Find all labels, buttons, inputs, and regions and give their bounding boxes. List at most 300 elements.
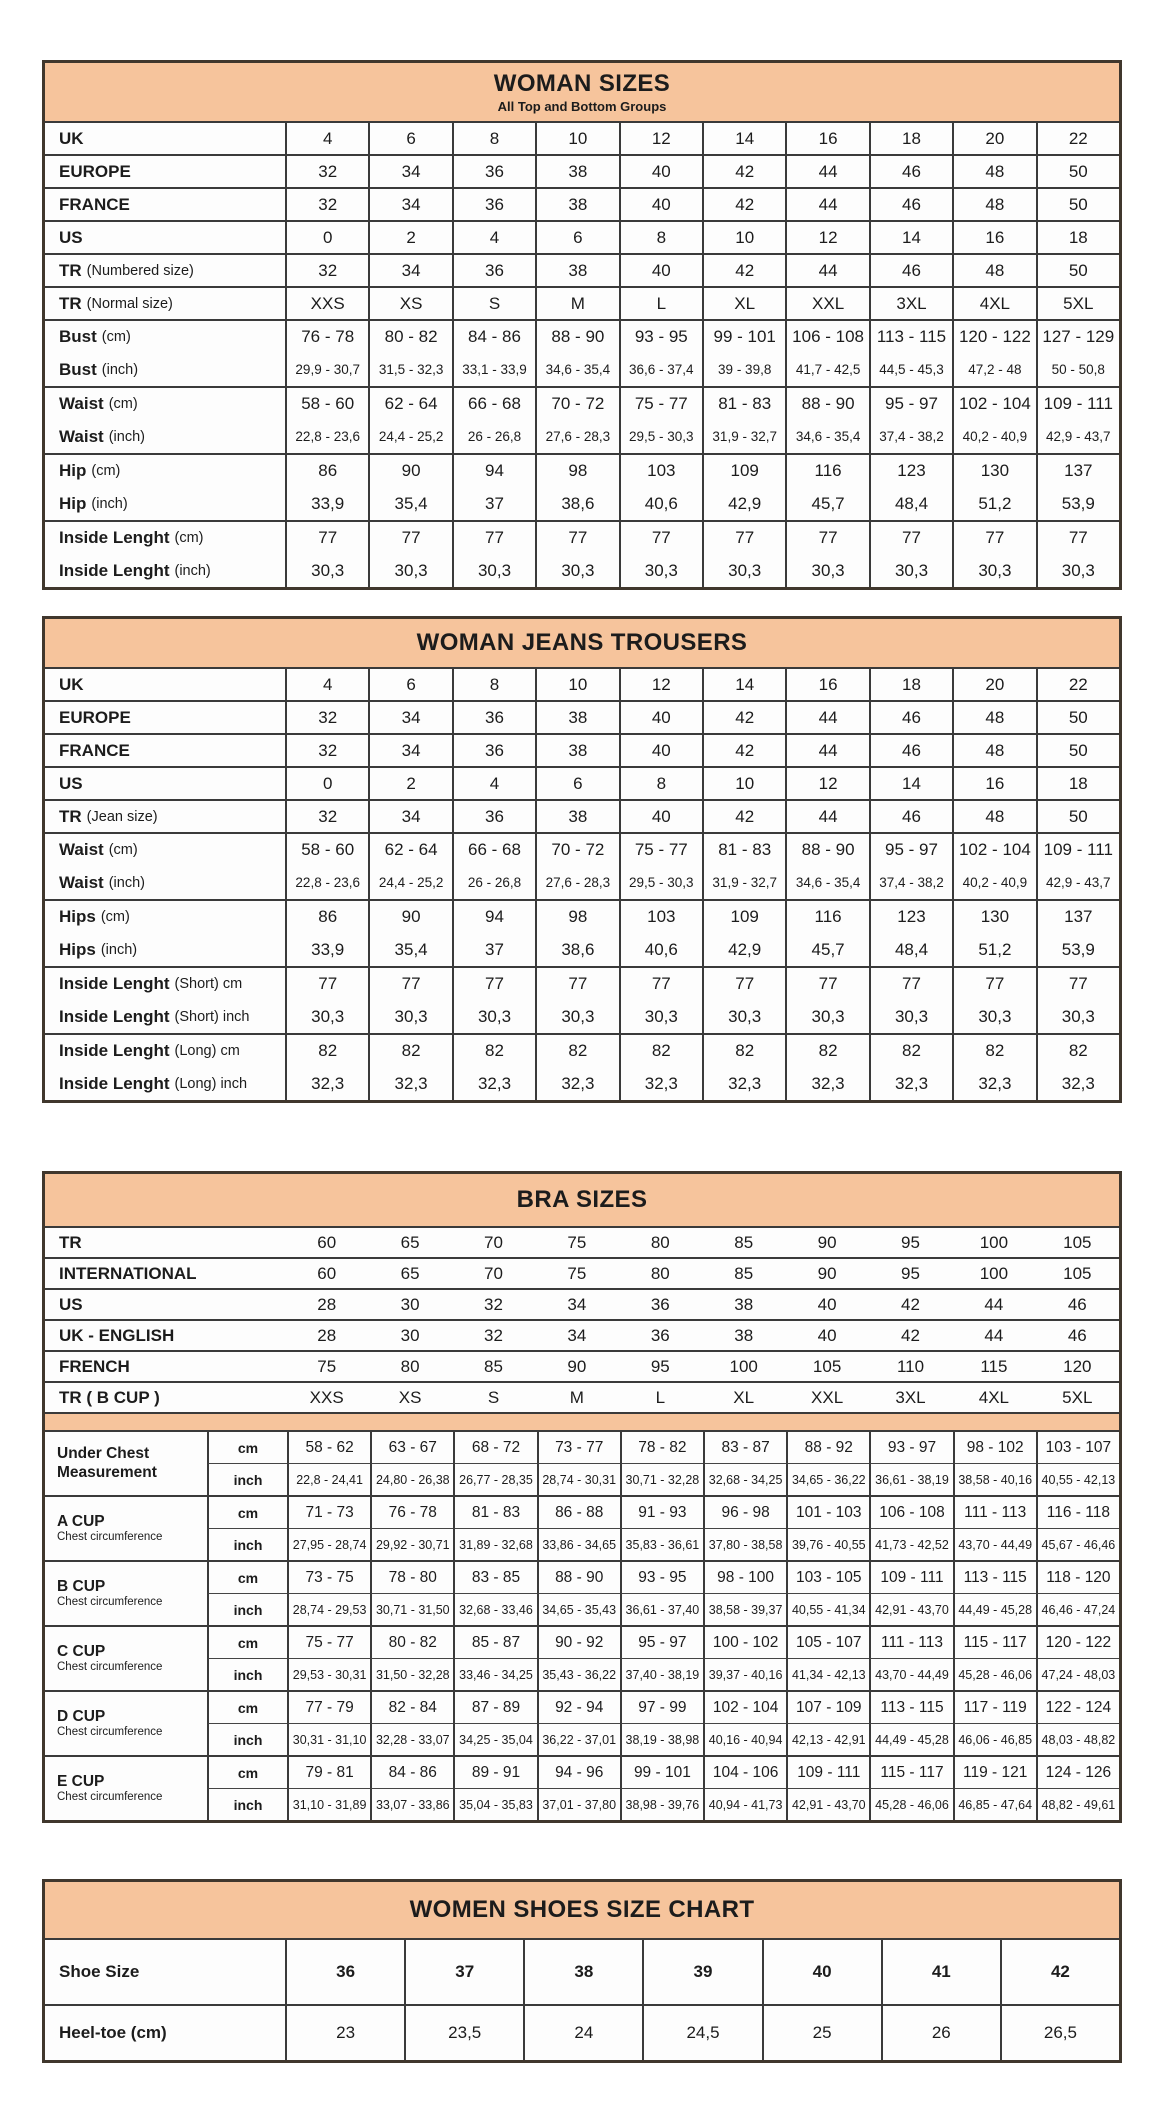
row-label: TR (59, 260, 82, 280)
size-cell: 32,3 (952, 1068, 1035, 1101)
size-cell: 77 (535, 522, 618, 555)
size-cell: 10 (535, 123, 618, 154)
size-cell: 34 (567, 1294, 587, 1314)
size-cell: 119 - 121 (953, 1757, 1036, 1788)
size-cell: 6 (368, 669, 451, 700)
size-cell: 38,6 (535, 488, 618, 521)
size-cell: 62 - 64 (368, 834, 451, 867)
table-row (45, 1381, 1119, 1412)
size-cell: 32 (285, 702, 368, 733)
size-cell: 4 (285, 123, 368, 154)
size-cell: 42 (901, 1325, 920, 1345)
size-cell: 98 (535, 455, 618, 488)
size-cell: 46 (869, 702, 952, 733)
size-cell: XXS (309, 1387, 344, 1407)
size-cell: 43,70 - 44,49 (953, 1528, 1036, 1560)
woman-jeans-trousers-table (42, 616, 1122, 1103)
row-label: Hips (59, 939, 96, 959)
size-cell: 51,2 (952, 934, 1035, 967)
row-label-cell (45, 255, 285, 286)
size-cell: 89 - 91 (453, 1757, 536, 1788)
size-cell: 38 (535, 156, 618, 187)
size-cell: 77 (368, 522, 451, 555)
size-cell: 16 (785, 669, 868, 700)
size-cell: 100 (729, 1356, 758, 1376)
size-cell: 14 (869, 768, 952, 799)
size-cell: 31,9 - 32,7 (702, 867, 785, 900)
size-cell: 30,3 (702, 1001, 785, 1034)
size-cell: M (569, 1387, 584, 1407)
row-label: TR (59, 293, 82, 313)
measure-group (45, 899, 1119, 966)
size-cell: 82 (285, 1035, 368, 1068)
size-cell: 24,4 - 25,2 (368, 421, 451, 454)
size-cell: 46 (869, 801, 952, 832)
unit-cell: inch (207, 1463, 287, 1495)
size-cell: 100 (979, 1263, 1009, 1283)
size-cell: 14 (702, 123, 785, 154)
row-label-cell (45, 768, 285, 799)
table-row (45, 220, 1119, 253)
size-cell: 75 (567, 1232, 587, 1252)
size-cell: 34,6 - 35,4 (785, 421, 868, 454)
size-cell: 28 (317, 1325, 337, 1345)
table-subtitle: All Top and Bottom Groups (497, 99, 667, 114)
size-cell: 30,3 (285, 1001, 368, 1034)
size-cell: 18 (869, 669, 952, 700)
size-cell: 93 - 95 (619, 321, 702, 354)
size-cell: 36 (650, 1325, 670, 1345)
size-cell: 27,6 - 28,3 (535, 867, 618, 900)
unit-cell: inch (207, 1528, 287, 1560)
size-cell: 23 (285, 2006, 404, 2060)
unit-cell: cm (207, 1562, 287, 1593)
size-cell: 123 (869, 901, 952, 934)
size-cell: 37 (452, 934, 535, 967)
size-cell: 51,2 (952, 488, 1035, 521)
size-cell: 109 - 111 (786, 1757, 869, 1788)
size-cell: 93 - 95 (620, 1562, 703, 1593)
row-label-sub: (Normal size) (86, 295, 173, 312)
size-cell: 77 (285, 968, 368, 1001)
size-cell: 38 (535, 189, 618, 220)
row-label: US (59, 773, 83, 793)
size-cell: 30,3 (785, 555, 868, 588)
unit-cell: cm (207, 1692, 287, 1723)
row-label-cell (45, 669, 285, 700)
size-cell: 32 (285, 255, 368, 286)
size-cell: 103 - 105 (786, 1562, 869, 1593)
size-cell: 30,31 - 31,10 (287, 1723, 370, 1755)
size-cell: 77 (619, 968, 702, 1001)
row-label: Waist (59, 872, 104, 892)
bra-sizes-table (42, 1171, 1122, 1823)
row-label: TR (59, 806, 82, 826)
table-body (45, 669, 1119, 1100)
size-cell: 16 (952, 768, 1035, 799)
size-cell: 4 (285, 669, 368, 700)
row-label-cell (45, 421, 285, 454)
table-row (45, 421, 1119, 454)
size-cell: 102 - 104 (952, 834, 1035, 867)
size-cell: M (535, 288, 618, 319)
size-cell: 105 (1063, 1263, 1092, 1283)
measure-group (45, 1033, 1119, 1100)
table-row (45, 1001, 1119, 1034)
size-cell: 36,61 - 37,40 (620, 1593, 703, 1625)
size-cell: 70 - 72 (535, 834, 618, 867)
table-row (45, 968, 1119, 1001)
size-cell: 44,49 - 45,28 (953, 1593, 1036, 1625)
size-cell: 113 - 115 (869, 1692, 952, 1723)
size-cell: 32,3 (619, 1068, 702, 1101)
size-cell: 5XL (1062, 1387, 1093, 1407)
size-cell: 124 - 126 (1036, 1757, 1119, 1788)
size-cell: 34,65 - 35,43 (537, 1593, 620, 1625)
size-cell: 30,71 - 32,28 (620, 1463, 703, 1495)
size-cell: 34 (368, 702, 451, 733)
table-row (45, 286, 1119, 319)
size-cell: 4 (452, 222, 535, 253)
size-cell: 32 (285, 801, 368, 832)
size-cell: 32,3 (285, 1068, 368, 1101)
size-cell: 44,49 - 45,28 (869, 1723, 952, 1755)
size-cell: 88 - 90 (537, 1562, 620, 1593)
size-cell: 48 (952, 801, 1035, 832)
size-cell: 30,3 (1036, 555, 1119, 588)
row-label-cell (45, 189, 285, 220)
size-cell: 20 (952, 669, 1035, 700)
size-cell: 37,01 - 37,80 (537, 1788, 620, 1820)
size-cell: 4XL (952, 288, 1035, 319)
table-row (45, 488, 1119, 521)
size-cell: 38 (535, 735, 618, 766)
size-cell: 46 (869, 189, 952, 220)
size-cell: 34,6 - 35,4 (535, 354, 618, 387)
size-cell: 32,3 (368, 1068, 451, 1101)
table-row (45, 1940, 1119, 2004)
size-cell: 44 (785, 255, 868, 286)
size-cell: 78 - 80 (370, 1562, 453, 1593)
cup-label: C CUP (57, 1642, 106, 1660)
cup-label-cell (45, 1692, 207, 1755)
size-cell: 35,43 - 36,22 (537, 1658, 620, 1690)
size-cell: 30,3 (952, 1001, 1035, 1034)
size-cell: 117 - 119 (953, 1692, 1036, 1723)
size-cell: 26,77 - 28,35 (453, 1463, 536, 1495)
size-cell: 6 (535, 768, 618, 799)
size-cell: 39,37 - 40,16 (703, 1658, 786, 1690)
row-label: Bust (59, 327, 97, 347)
table-title-band (45, 619, 1119, 669)
row-label-sub: (Short) cm (174, 976, 243, 993)
size-cell: 22 (1036, 669, 1119, 700)
row-label-cell (45, 222, 285, 253)
size-cell: 8 (452, 669, 535, 700)
row-label: Inside Lenght (59, 974, 170, 994)
size-cell: 30,3 (452, 1001, 535, 1034)
size-cell: 77 (619, 522, 702, 555)
size-cell: 99 - 101 (620, 1757, 703, 1788)
size-cell: 120 - 122 (952, 321, 1035, 354)
size-cell: 36 (650, 1294, 670, 1314)
size-cell: 130 (952, 901, 1035, 934)
size-cell: 32,3 (1036, 1068, 1119, 1101)
size-cell: 58 - 60 (285, 834, 368, 867)
row-label-sub: (cm) (108, 396, 138, 413)
size-cell: 40,55 - 41,34 (786, 1593, 869, 1625)
row-label: EUROPE (59, 707, 131, 727)
size-cell: L (619, 288, 702, 319)
size-cell: 30,3 (619, 1001, 702, 1034)
row-label-cell (45, 735, 285, 766)
size-cell: 45,28 - 46,06 (869, 1788, 952, 1820)
size-cell: 77 - 79 (287, 1692, 370, 1723)
size-cell: 42 (702, 255, 785, 286)
size-cell: 0 (285, 222, 368, 253)
size-cell: 48,03 - 48,82 (1036, 1723, 1119, 1755)
cup-label-sub: Chest circumference (57, 1530, 163, 1543)
size-cell: 95 - 97 (869, 388, 952, 421)
table-row (45, 934, 1119, 967)
size-cell: 120 (1063, 1356, 1092, 1376)
size-cell: 33,9 (285, 934, 368, 967)
row-label: INTERNATIONAL (59, 1263, 197, 1283)
size-cell: 45,28 - 46,06 (953, 1658, 1036, 1690)
size-cell: 32,68 - 34,25 (703, 1463, 786, 1495)
size-cell: 77 (702, 968, 785, 1001)
row-label-cell (45, 388, 285, 421)
table-row (45, 799, 1119, 832)
row-label: Waist (59, 840, 104, 860)
size-cell: 14 (869, 222, 952, 253)
size-cell: 31,10 - 31,89 (287, 1788, 370, 1820)
size-cell: 122 - 124 (1036, 1692, 1119, 1723)
cup-label: A CUP (57, 1512, 105, 1530)
row-label: UK (59, 128, 84, 148)
size-cell: 76 - 78 (370, 1497, 453, 1528)
size-cell: 75 (317, 1356, 337, 1376)
size-cell: 44,5 - 45,3 (869, 354, 952, 387)
size-cell: 46,85 - 47,64 (953, 1788, 1036, 1820)
size-cell: 30,3 (952, 555, 1035, 588)
size-cell: 31,50 - 32,28 (370, 1658, 453, 1690)
size-cell: 44 (785, 702, 868, 733)
size-cell: 40 (619, 189, 702, 220)
size-cell: 32 (285, 189, 368, 220)
size-cell: 75 (567, 1263, 587, 1283)
size-cell: 50 (1036, 189, 1119, 220)
size-cell: 5XL (1036, 288, 1119, 319)
size-cell: 115 (980, 1356, 1008, 1376)
size-cell: 53,9 (1036, 488, 1119, 521)
size-cell: 36 (452, 255, 535, 286)
size-cell: 32 (484, 1325, 503, 1345)
size-cell: 62 - 64 (368, 388, 451, 421)
size-cell: 42 (702, 735, 785, 766)
size-cell: 90 (817, 1263, 837, 1283)
size-cell: 82 (869, 1035, 952, 1068)
row-label-sub: (Long) cm (174, 1043, 240, 1060)
size-cell: XXL (811, 1387, 844, 1407)
row-label-cell (45, 354, 285, 387)
size-cell: 94 - 96 (537, 1757, 620, 1788)
size-cell: XXL (785, 288, 868, 319)
woman-sizes-table (42, 60, 1122, 590)
table-row (45, 867, 1119, 900)
row-label-cell (45, 1035, 285, 1068)
size-cell: 90 (817, 1232, 837, 1252)
size-cell: 86 (285, 455, 368, 488)
size-cell: 77 (952, 968, 1035, 1001)
size-cell: 85 (484, 1356, 503, 1376)
size-cell: 47,24 - 48,03 (1036, 1658, 1119, 1690)
table-row (45, 2004, 1119, 2060)
size-cell: 30,3 (869, 1001, 952, 1034)
size-cell: 34 (368, 156, 451, 187)
size-cell: 26 - 26,8 (452, 867, 535, 900)
size-cell: XS (368, 288, 451, 319)
size-cell: 50 (1036, 801, 1119, 832)
size-cell: 34 (368, 801, 451, 832)
size-cell: 42 (702, 801, 785, 832)
size-cell: 82 (368, 1035, 451, 1068)
size-cell: 37 (452, 488, 535, 521)
size-cell: 50 (1036, 255, 1119, 286)
row-label: FRANCE (59, 194, 130, 214)
cup-label-sub: Chest circumference (57, 1790, 163, 1803)
size-cell: 39 (642, 1940, 761, 2004)
size-cell: 37,4 - 38,2 (869, 867, 952, 900)
size-cell: 80 (650, 1263, 670, 1283)
table-row (45, 555, 1119, 588)
table-row (45, 1068, 1119, 1101)
size-cell: 118 - 120 (1036, 1562, 1119, 1593)
size-cell: 40,94 - 41,73 (703, 1788, 786, 1820)
table-row (45, 388, 1119, 421)
size-cell: 16 (952, 222, 1035, 253)
size-cell: 42 (1000, 1940, 1119, 2004)
size-cell: 48,4 (869, 488, 952, 521)
row-label-sub: (cm) (91, 463, 121, 480)
size-cell: 46 (869, 255, 952, 286)
size-cell: 82 (1036, 1035, 1119, 1068)
size-cell: 48,4 (869, 934, 952, 967)
row-label: Hips (59, 907, 96, 927)
size-cell: 70 (484, 1232, 503, 1252)
size-cell: 24,80 - 26,38 (370, 1463, 453, 1495)
size-cell: 42,9 - 43,7 (1036, 421, 1119, 454)
size-cell: 87 - 89 (453, 1692, 536, 1723)
size-cell: 32,3 (535, 1068, 618, 1101)
size-cell: 123 (869, 455, 952, 488)
size-cell: 36 (452, 735, 535, 766)
table-title-band (45, 1882, 1119, 1940)
row-label-sub: (inch) (108, 428, 145, 445)
size-cell: 40 (762, 1940, 881, 2004)
size-cell: 38,58 - 40,16 (953, 1463, 1036, 1495)
size-cell: 32,3 (702, 1068, 785, 1101)
table-body (45, 123, 1119, 587)
size-cell: 92 - 94 (537, 1692, 620, 1723)
size-cell: 41,73 - 42,52 (869, 1528, 952, 1560)
size-cell: 66 - 68 (452, 834, 535, 867)
row-label-sub: (inch) (174, 562, 211, 579)
size-cell: 35,83 - 36,61 (620, 1528, 703, 1560)
size-cell: 32,3 (452, 1068, 535, 1101)
size-cell: 40 (619, 255, 702, 286)
size-cell: 82 (952, 1035, 1035, 1068)
size-cell: 50 - 50,8 (1036, 354, 1119, 387)
row-label: Inside Lenght (59, 560, 170, 580)
size-cell: 30,3 (285, 555, 368, 588)
size-cell: 28,74 - 30,31 (537, 1463, 620, 1495)
row-label-cell (45, 1068, 285, 1101)
row-label: FRANCE (59, 740, 130, 760)
size-cell: L (655, 1387, 666, 1407)
size-cell: 95 - 97 (620, 1627, 703, 1658)
size-cell: 109 - 111 (1036, 388, 1119, 421)
row-label-cell (45, 901, 285, 934)
size-cell: 26 (881, 2006, 1000, 2060)
size-cell: 90 (567, 1356, 587, 1376)
cup-label-sub: Chest circumference (57, 1660, 163, 1673)
size-cell: 103 (619, 455, 702, 488)
size-cell: 95 (901, 1232, 920, 1252)
size-cell: 77 (785, 522, 868, 555)
size-cell: 37 (404, 1940, 523, 2004)
size-cell: 40 (619, 801, 702, 832)
row-label: FRENCH (59, 1356, 130, 1376)
size-cell: 80 - 82 (368, 321, 451, 354)
size-cell: 70 - 72 (535, 388, 618, 421)
size-cell: 120 - 122 (1036, 1627, 1119, 1658)
size-cell: 38 (523, 1940, 642, 2004)
size-cell: 45,7 (785, 488, 868, 521)
size-cell: 116 - 118 (1036, 1497, 1119, 1528)
size-cell: 38,19 - 38,98 (620, 1723, 703, 1755)
size-cell: 29,5 - 30,3 (619, 867, 702, 900)
size-cell: 30,3 (785, 1001, 868, 1034)
size-cell: 94 (452, 901, 535, 934)
row-label-sub: (cm) (108, 842, 138, 859)
row-label-cell (45, 1259, 285, 1288)
size-cell: 3XL (869, 288, 952, 319)
cup-label-cell (45, 1497, 207, 1560)
size-cell: 12 (619, 669, 702, 700)
size-cell: 75 - 77 (287, 1627, 370, 1658)
size-cell: XL (702, 288, 785, 319)
size-cell: 6 (535, 222, 618, 253)
row-label-cell (45, 1001, 285, 1034)
size-cell: 32 (285, 156, 368, 187)
row-label-cell (45, 934, 285, 967)
table-row (45, 1228, 1119, 1257)
row-label-cell (45, 455, 285, 488)
size-cell: 75 - 77 (619, 388, 702, 421)
size-cell: 40,6 (619, 934, 702, 967)
size-cell: 91 - 93 (620, 1497, 703, 1528)
row-label: TR (59, 1232, 82, 1252)
cup-label-sub: Chest circumference (57, 1595, 163, 1608)
size-cell: 38,6 (535, 934, 618, 967)
row-label-cell (45, 801, 285, 832)
size-cell: 29,53 - 30,31 (287, 1658, 370, 1690)
size-cell: 113 - 115 (869, 321, 952, 354)
size-cell: 77 (702, 522, 785, 555)
cup-label-cell (45, 1432, 207, 1495)
size-cell: 77 (869, 968, 952, 1001)
